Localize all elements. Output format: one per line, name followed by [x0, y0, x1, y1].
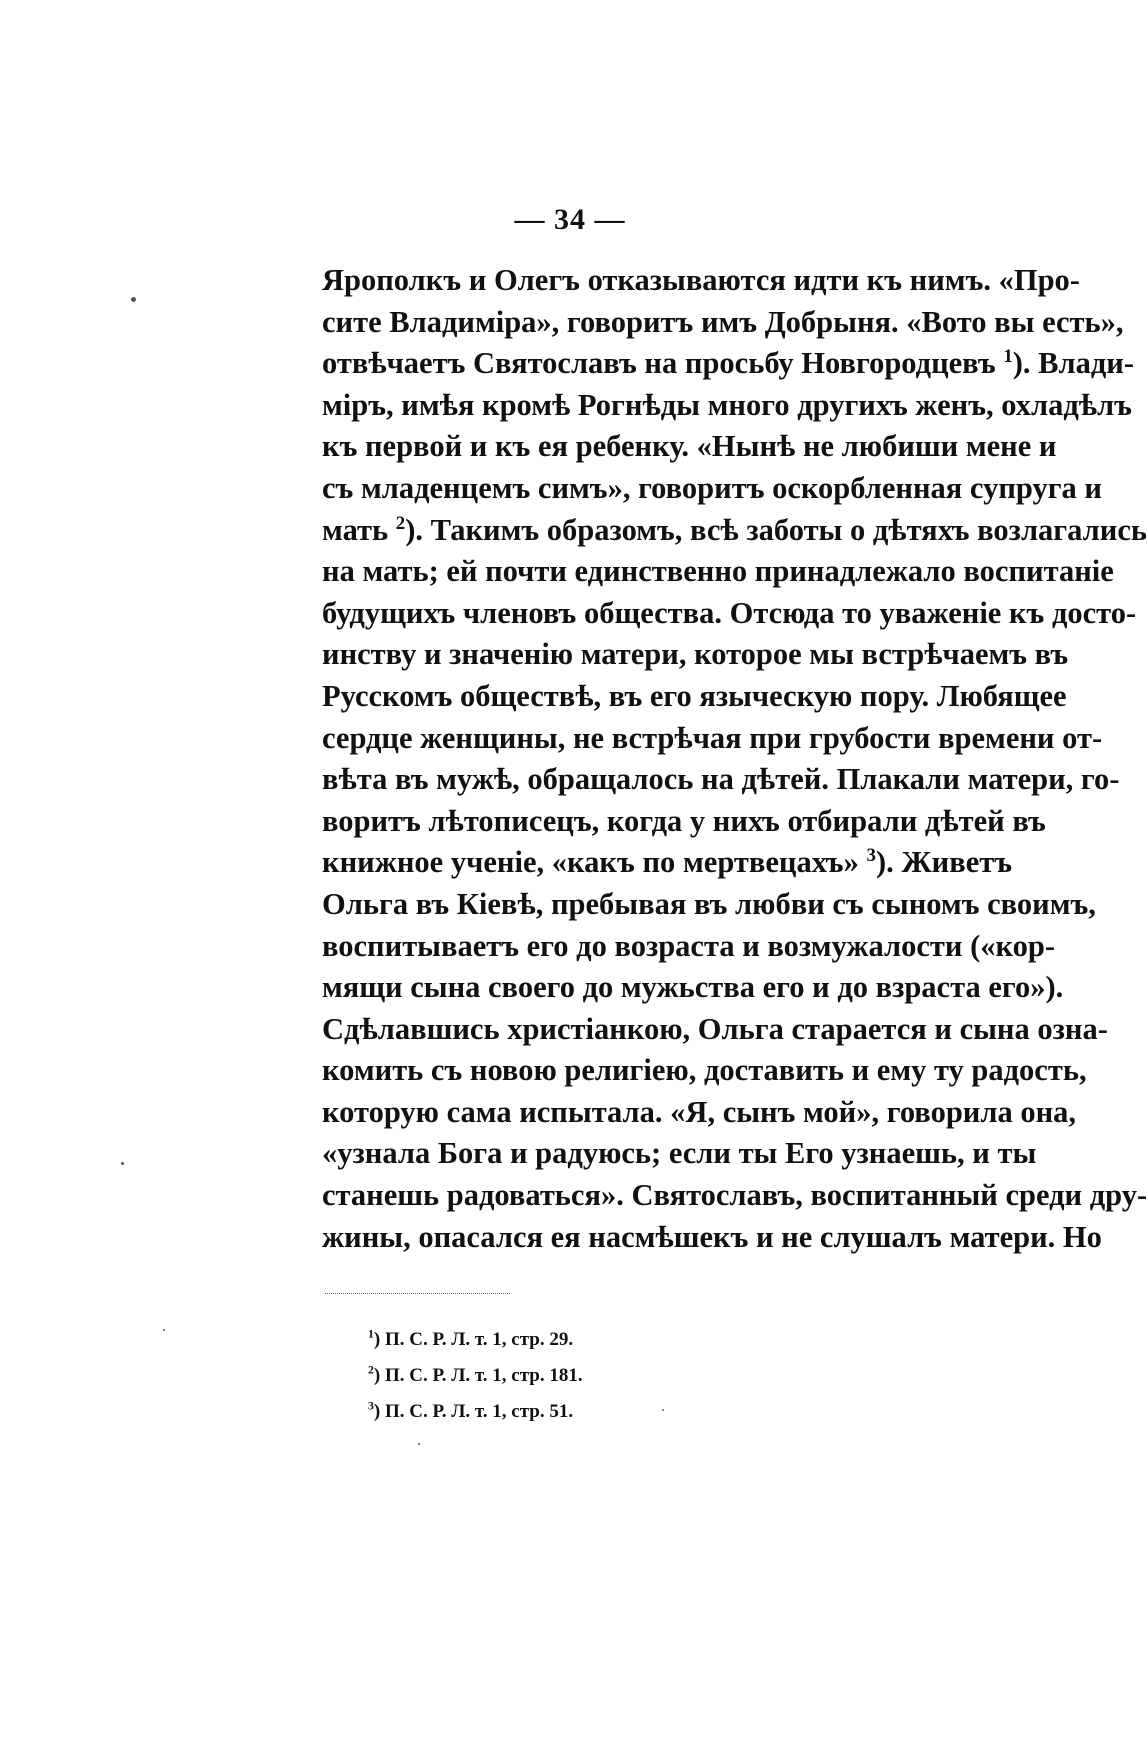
- footnote-3: [368, 1394, 768, 1430]
- text-line: міръ, имѣя кромѣ Рогнѣды много другихъ женъ, охладѣлъ: [322, 387, 1132, 422]
- footnote-mark: 2: [368, 1363, 374, 1377]
- text-line: къ первой и къ ея ребенку. «Нынѣ не любиши мене и: [322, 429, 1057, 464]
- text-line: воспитываетъ его до возраста и возмужалости («кор-: [322, 928, 1056, 963]
- text-line-tail: ). Живетъ: [876, 845, 1012, 880]
- footnote-ref-3: 3: [866, 845, 876, 867]
- text-line: вѣта въ мужѣ, обращалось на дѣтей. Плакали матери, го-: [322, 762, 1120, 797]
- text-line: Русскомъ обществѣ, въ его языческую пору. Любящее: [322, 678, 1067, 713]
- footnote-mark: 3: [368, 1399, 374, 1413]
- text-line: «узнала Бога и радуюсь; если ты Его узнаешь, и ты: [322, 1136, 1037, 1171]
- page-number: — 34 —: [514, 203, 626, 236]
- scan-speck: [418, 1443, 420, 1445]
- body-text: [322, 260, 1147, 1258]
- text-line: станешь радоваться». Святославъ, воспитанный среди дру-: [322, 1178, 1147, 1213]
- footnotes: [368, 1322, 768, 1430]
- footnote-text: ) П. С. Р. Л. т. 1, стр. 29.: [373, 1329, 574, 1350]
- text-line: будущихъ членовъ общества. Отсюда то уваженіе къ досто-: [322, 595, 1137, 630]
- footnote-mark: 1: [368, 1327, 374, 1341]
- text-line: жины, опасался ея насмѣшекъ и не слушалъ матери. Но: [322, 1219, 1102, 1254]
- text-line: которую сама испытала. «Я, сынъ мой», говорила она,: [322, 1094, 1077, 1129]
- text-line-start: книжное ученіе, «какъ по мертвецахъ»: [322, 845, 859, 880]
- scan-speck: [121, 1162, 124, 1165]
- text-line: Ярополкъ и Олегъ отказываются идти къ нимъ. «Про-: [322, 263, 1080, 297]
- text-line: сите Владиміра», говоритъ имъ Добрыня. «Вото вы есть»,: [322, 304, 1124, 339]
- text-line: [322, 842, 1012, 884]
- footnote-1: [368, 1322, 768, 1358]
- text-line: воритъ лѣтописецъ, когда у нихъ отбирали дѣтей въ: [322, 803, 1046, 838]
- text-line: съ младенцемъ симъ», говоритъ оскорбленная супруга и: [322, 470, 1102, 505]
- scan-speck: [131, 297, 136, 302]
- footnote-text: ) П. С. Р. Л. т. 1, стр. 181.: [373, 1365, 583, 1386]
- footnote-ref-1: 1: [1003, 346, 1013, 368]
- text-line: мящи сына своего до мужьства его и до взраста его»).: [322, 970, 1064, 1005]
- text-line-tail: ). Влади-: [1012, 346, 1135, 381]
- text-line-start: мать: [322, 512, 389, 547]
- footnote-divider: [325, 1293, 510, 1294]
- text-line: Сдѣлавшись христіанкою, Ольга старается и сына озна-: [322, 1011, 1108, 1046]
- text-line: инству и значенію матери, которое мы встрѣчаемъ въ: [322, 637, 1069, 672]
- scan-speck: [163, 1329, 165, 1331]
- text-line-tail: ). Такимъ образомъ, всѣ заботы о дѣтяхъ возлагались: [405, 512, 1147, 547]
- text-line: комить съ новою религіею, доставить и ему ту радость,: [322, 1053, 1087, 1088]
- footnote-ref-2: 2: [395, 512, 406, 534]
- text-line: Ольга въ Кіевѣ, пребывая въ любви съ сыномъ своимъ,: [322, 886, 1096, 921]
- text-line: на мать; ей почти единственно принадлежало воспитаніе: [322, 554, 1114, 589]
- footnote-2: [368, 1358, 768, 1394]
- footnote-text: ) П. С. Р. Л. т. 1, стр. 51.: [373, 1401, 574, 1422]
- scan-speck: [662, 1409, 664, 1411]
- text-line-start: отвѣчаетъ Святославъ на просьбу Новгородцевъ: [322, 346, 996, 381]
- text-line: [322, 343, 1135, 385]
- text-line: [322, 510, 1147, 552]
- text-line: сердце женщины, не встрѣчая при грубости времени от-: [322, 720, 1103, 755]
